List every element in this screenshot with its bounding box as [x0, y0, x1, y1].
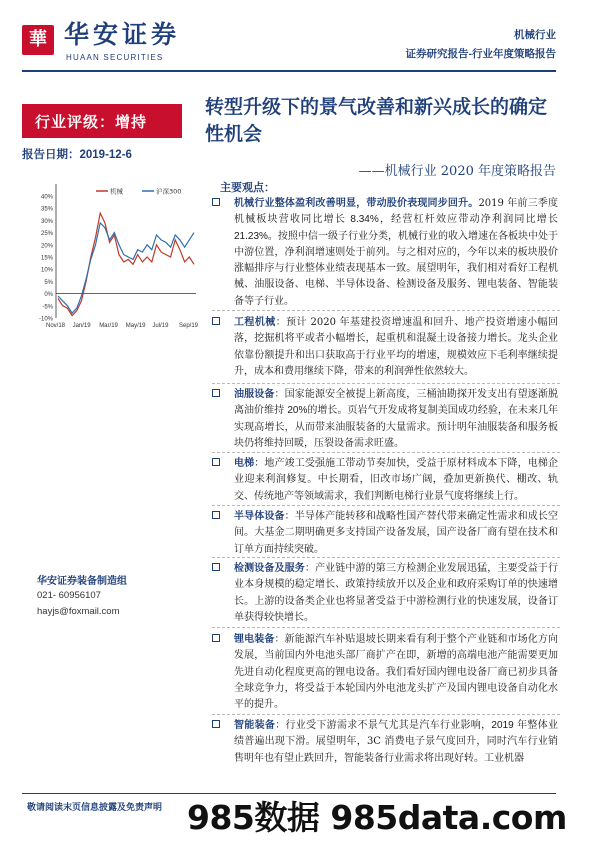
date-label: 报告日期：: [22, 147, 80, 161]
section-lead: 检测设备及服务: [234, 563, 305, 574]
section-lead: 工程机械: [234, 317, 276, 328]
y-axis-ticks: [39, 195, 54, 323]
section-construction-machinery: [212, 315, 558, 380]
section-divider: [212, 557, 560, 558]
section-body: [234, 315, 558, 380]
y-tick-label: 25%: [40, 231, 53, 238]
section-smart-equipment: [212, 718, 558, 767]
section-text: ：产业链中游的第三方检测企业发展迅猛，主要受益于行业本身规模的稳定增长、政策持续放开以及企业和政府采购订单的快速增长。上游的设备类企业也将显著受益于中游检测行业的快速发展，设备订单获得较快增长。: [234, 563, 559, 623]
rating-badge: [22, 104, 182, 138]
logo-mark: [22, 25, 54, 55]
section-text: ：国家能源安全被提上新高度，三桶油勘探开发支出有望逐渐脱离油价维持 20%的增长。页岩气开发成将复制美国成功经验，在未来几年实现高增长，从而带来油服装备的大量需求。预计明年油服装备和服务板块仍将维持回暖，压裂设备需求旺盛。: [234, 389, 559, 449]
chart-legend: [96, 187, 181, 196]
y-tick-label: 0%: [44, 292, 53, 299]
report-title: 转型升级下的景气改善和新兴成长的确定性机会: [205, 96, 548, 145]
section-lead: 锂电装备: [234, 634, 275, 645]
section-lead: 油服设备: [234, 389, 275, 400]
series-line-1: [58, 213, 194, 316]
x-tick-label: Mar/19: [99, 323, 118, 329]
section-lead: 机械行业整体盈利改善明显，带动股价表现同步回升。: [234, 198, 479, 209]
y-tick-label: 30%: [40, 218, 53, 225]
section-body: [234, 456, 558, 505]
bullet-icon: [212, 458, 220, 466]
series-line-2: [58, 223, 194, 313]
y-tick-label: -10%: [38, 316, 53, 323]
bullet-icon: [212, 720, 220, 728]
section-body: [234, 196, 558, 310]
section-body: [234, 387, 558, 452]
section-body: [234, 509, 558, 558]
section-elevators: [212, 456, 558, 505]
section-oilfield-equipment: [212, 387, 558, 452]
section-divider: [212, 714, 560, 715]
bullet-icon: [212, 511, 220, 519]
section-divider: [212, 627, 560, 628]
rating-label: 行业评级：增持: [35, 113, 148, 131]
section-industry-overview: [212, 196, 558, 310]
logo-text-cn: 华安证券: [64, 20, 181, 49]
section-text: ：行业受下游需求不景气尤其是汽车行业影响，2019 年整体业绩普遍出现下滑。展望明年，3C 消费电子景气度回升，同时汽车行业销售明年也有望止跌回升，智能装备行业需求将出现好转。工业机器: [234, 720, 559, 764]
section-semiconductor-equipment: [212, 509, 558, 558]
chart-series-group: [58, 213, 194, 316]
x-tick-label: May/19: [125, 323, 146, 329]
section-testing-equipment: [212, 561, 558, 626]
analyst-phone: 021- 60956107: [37, 590, 101, 601]
y-tick-label: 5%: [44, 279, 53, 286]
key-points-heading: 主要观点：: [220, 181, 275, 194]
section-divider: [212, 383, 560, 384]
x-tick-label: Sep/19: [179, 323, 199, 329]
y-tick-label: 35%: [40, 206, 53, 213]
performance-chart: [24, 182, 200, 332]
logo-text-en: HUAAN SECURITIES: [66, 53, 164, 62]
y-tick-label: 15%: [40, 255, 53, 262]
x-tick-label: Nov/18: [46, 323, 66, 329]
x-axis-ticks: [46, 323, 199, 329]
y-tick-label: 10%: [40, 267, 53, 274]
section-text: ：地产竣工受强施工带动节奏加快，受益于原材料成本下降，电梯企业迎来利润修复。中长期看，旧改市场广阔，叠加更新换代、棚改、轨交、传统地产等领域需求，我们判断电梯行业景气度将继续上行。: [234, 458, 559, 502]
section-lead: 智能装备: [234, 720, 276, 731]
logo-char: 華: [29, 29, 47, 50]
footer-disclaimer: 敬请阅读末页信息披露及免责声明: [27, 803, 163, 813]
section-body: [234, 718, 558, 767]
section-divider: [212, 505, 560, 506]
section-divider: [212, 452, 560, 453]
section-text: ：预计 2020 年基建投资增速温和回升、地产投资增速小幅回落，挖掘机将平或者小幅增长，起重机和混凝土设备接力增长。龙头企业依靠份额提升和出口获取高于行业平均的增速，规模效应下毛利率继续提升，成本和费用继续下降，带来的利润弹性依然较大。: [234, 317, 559, 377]
header-report-type: 证券研究报告-行业年度策略报告: [405, 48, 556, 60]
y-tick-label: -5%: [42, 304, 53, 311]
section-body: [234, 561, 558, 626]
bullet-icon: [212, 198, 220, 206]
bullet-icon: [212, 634, 220, 642]
legend-label: 机械: [110, 187, 123, 196]
x-tick-label: Jul/19: [152, 323, 169, 329]
section-lead: 半导体设备: [234, 511, 285, 522]
section-text: ：半导体产能转移和战略性国产替代带来确定性需求和成长空间。大基金二期明确更多支持国产设备发展，国产设备厂商有望在技术和订单方面持续突破。: [234, 511, 559, 555]
x-tick-label: Jan/19: [72, 323, 91, 329]
bullet-icon: [212, 389, 220, 397]
date-value: 2019-12-6: [79, 149, 132, 161]
bullet-icon: [212, 317, 220, 325]
header-industry: 机械行业: [514, 29, 556, 41]
section-text: 2019 年前三季度机械板块营收同比增长 8.34%，经营杠杆效应带动净利润同比增长 21.23%。按照中信一级子行业分类，机械行业的收入增速在各板块中处于中游位置，净利润增速则处于前列。与之相对应的，今年以来的板块股价涨幅排序与行业整体业绩表现基本一致。展望明年，我们相对看好工程机械、油服设备、电梯、半导体设备、检测设备及服务、锂电装备、智能装备等子行业。: [234, 198, 558, 307]
legend-label: 沪深300: [156, 187, 182, 196]
section-body: [234, 632, 558, 713]
section-text: ：新能源汽车补贴退坡长期来看有利于整个产业链和市场化方向发展，当前国内外电池头部厂商扩产在即，新增的高端电池产能需要更加先进自动化程度更高的锂电设备。我们看好国内锂电设备厂商已初步具备全球竞争力，将受益于本轮国内外电池龙头扩产及国内锂电设备自动化水平的提升。: [234, 634, 559, 711]
bullet-icon: [212, 563, 220, 571]
watermark-text: 985数据 985data.com: [187, 798, 567, 837]
header-divider: [22, 70, 556, 72]
report-date: [22, 146, 132, 162]
report-subtitle: ——机械行业 2020 年度策略报告: [358, 164, 556, 179]
analyst-team: 华安证券装备制造组: [37, 576, 127, 587]
y-tick-label: 40%: [40, 194, 53, 201]
section-lead: 电梯: [234, 458, 255, 469]
section-lithium-equipment: [212, 632, 558, 713]
y-tick-label: 20%: [40, 243, 53, 250]
analyst-email[interactable]: hayjs@foxmail.com: [37, 606, 120, 617]
section-divider: [212, 310, 560, 311]
